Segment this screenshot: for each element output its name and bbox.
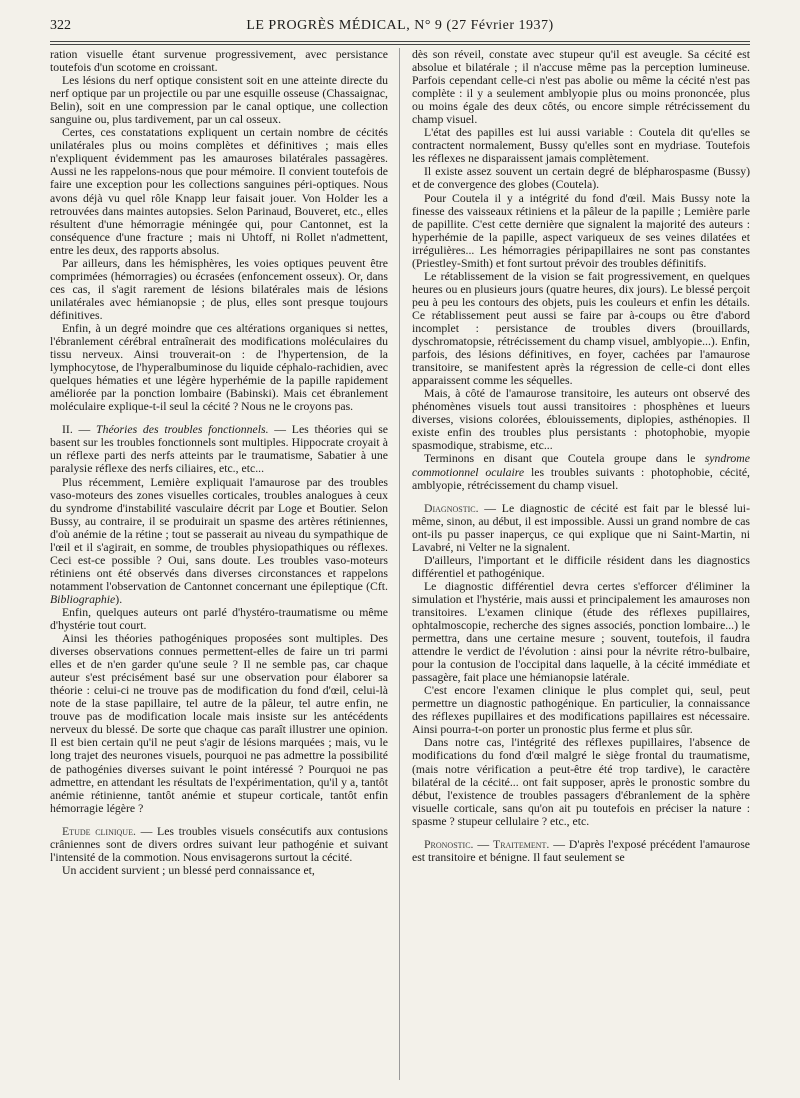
paragraph: ration visuelle étant survenue progressivement, avec persistance toutefois d'un scotome en croissant. bbox=[50, 48, 388, 75]
page-number: 322 bbox=[50, 18, 71, 33]
section-heading: Pronostic. bbox=[424, 837, 474, 851]
header-rule-top bbox=[50, 41, 750, 42]
column-divider bbox=[399, 48, 400, 1080]
paragraph: D'ailleurs, l'important et le difficile résident dans les diagnostics différentiel et pathogénique. bbox=[412, 553, 750, 580]
section-clinical-study: Etude clinique. — Les troubles visuels consécutifs aux contusions crâniennes sont de divers ordres suivant leur pathogénie et suivant l'intensité de la commotion. Nous envisagerons surtout la cécité. bbox=[50, 824, 388, 864]
paragraph: Le rétablissement de la vision se fait progressivement, en quelques heures ou en plusieurs jours (quatre heures, dix jours). Le blessé perçoit peu à peu les contours des objets, puis les couleurs et enfin les détails. Ce rétablissement peut aussi se faire par à-coups ou être d'abord incomplet : persistance de troubles divers (brouillards, dyschromatopsie, rétrécissement du champ visuel, amblyopie...). Enfin, parfois, des lésions définitives, en foyer, cachées par l'amaurose transitoire, se manifestent après la régression de celle-ci dont elles apparaissent comme les séquelles. bbox=[412, 269, 750, 388]
paragraph: Le diagnostic différentiel devra certes s'efforcer d'éliminer la simulation et l'hystérie, mais aussi et principalement les amauroses non transitoires. L'examen clinique (étude des réflexes pupillaires, ophtalmoscopie, recherche des signes associés, ponction lombaire...) le permettra, dans une certaine mesure ; souvent, toutefois, il faudra attendre le verdict de l'évolution : ainsi pour la névrite rétro-bulbaire, pour la contusion de l'occipital dans laquelle, à la cécité immédiate et passagère, fait place une hémianopsie latérale. bbox=[412, 579, 750, 685]
section-heading: Traitement. bbox=[493, 837, 550, 851]
left-column bbox=[50, 48, 388, 877]
paragraph: Pour Coutela il y a intégrité du fond d'œil. Mais Bussy note la finesse des vaisseaux rétiniens et la pâleur de la papille ; Lemière parle de papillite. C'est cette dernière que signalent la majorité des auteurs : hyperhémie de la papille, aspect variqueux de ses veines dilatées et irrégulières... Les hémorragies péripapillaires ne sont pas constantes (Priestley-Smith) et font surtout prévoir des troubles définitifs. bbox=[412, 191, 750, 270]
paragraph: C'est encore l'examen clinique le plus complet qui, seul, peut permettre un diagnostic pathogénique. En particulier, la connaissance des réflexes pupillaires et des modifications papillaires est nécessaire. Ainsi pourra-t-on porter un pronostic plus ferme et plus sûr. bbox=[412, 684, 750, 737]
section-prognosis: Pronostic. — Traitement. — D'après l'exposé précédent l'amaurose est transitoire et bénigne. Il faut seulement se bbox=[412, 837, 751, 864]
paragraph: Enfin, quelques auteurs ont parlé d'hystéro-traumatisme ou même d'hystérie tout court. bbox=[50, 605, 388, 633]
paragraph: Mais, à côté de l'amaurose transitoire, les auteurs ont observé des phénomènes visuels tout aussi transitoires : phosphènes et lueurs diverses, visions colorées, éblouissements, diplopies, asthénopies. Il existe enfin des troubles plus persistants : photophobie, myopie spasmodique, strabisme, etc... bbox=[412, 387, 750, 453]
paragraph: Il existe assez souvent un certain degré de blépharospasme (Bussy) et de convergence des globes (Coutela). bbox=[412, 165, 750, 192]
section-theories: II. — Théories des troubles fonctionnels. — Les théories qui se basent sur les troubles fonctionnels sont multiples. Hippocrate croyait à un réflexe parti des nerfs atteints par le traumatisme, Sabatier à une paralysie réflexe des nerfs ciliaires, etc., etc... bbox=[50, 423, 389, 476]
paragraph: L'état des papilles est lui aussi variable : Coutela dit qu'elles se contractent normalement, Bussy qu'elles sont en mydriase. Toutefois les réflexes ne disparaissent jamais complètement. bbox=[412, 126, 750, 166]
section-diagnosis: Diagnostic. — Le diagnostic de cécité est fait par le blessé lui-même, sinon, au début, il est impossible. Aussi un grand nombre de cas ont-ils pu passer inaperçus, ce qui explique que ni Saint-Martin, ni Lavabré, ni Velter ne la signalent. bbox=[412, 501, 750, 554]
paragraph: Enfin, à un degré moindre que ces altérations organiques si nettes, l'ébranlement cérébral entraînerait des modifications moléculaires du tissu nerveux. Ainsi trouverait-on : de l'hypertension, de la lymphocytose, de l'hyperalbuminose du liquide céphalo-rachidien, avec quelques hématies et une légère hyperhémie de la papille rapidement améliorée par la ponction lombaire (Babinski). Mais cet ébranlement moléculaire explique-t-il seul la cécité ? Nous ne le croyons pas. bbox=[50, 321, 388, 414]
paragraph: Ainsi les théories pathogéniques proposées sont multiples. Des diverses observations connues permettent-elles de faire un tri parmi elles et de n'en garder qu'une seule ? Il ne semble pas, car chaque auteur s'est précisément basé sur une observation pour élaborer sa théorie : celui-ci ne trouve pas de modification du fond d'œil, celui-là note de la stase papillaire, tel autre de la pâleur, tel autre enfin, ne trouve pas de modification locale mais insiste sur les antécédents nerveux du blessé. De sorte que chaque cas paraît illustrer une opinion. Il est bien certain qu'il ne peut s'agir de lésions marquées ; mais, vu le long trajet des neurones visuels, pourquoi ne pas admettre la possibilité de pathogénies diverses suivant le point intéressé ? Pourquoi ne pas admettre, en attendant les résultats de l'expérimentation, qu'il y a, tantôt anémie rétinienne, tantôt anémie et stupeur corticale, tantôt enfin hémorragie légère ? bbox=[50, 632, 388, 815]
paragraph: Certes, ces constatations expliquent un certain nombre de cécités unilatérales plus ou moins complètes et définitives ; mais elles n'expliquent évidemment pas les amauroses bilatérales passagères. Aussi ne les rappelons-nous que pour mémoire. Il convient toutefois de faire une exception pour les collections sanguines péri-optiques. Nous avons déjà vu quel rôle Knapp leur faisait jouer. Von Holder les a retrouvées dans maintes autopsies. Selon Parinaud, Bouveret, etc., elles résultent d'une hémorragie méningée qui, pour Cantonnet, est la conséquence d'une fracture ; mais ni Uhtoff, ni Rollet n'admettent, entre les deux, des rapports absolus. bbox=[50, 126, 388, 257]
paragraph: Plus récemment, Lemière expliquait l'amaurose par des troubles vaso-moteurs des zones visuelles corticales, troubles analogues à ceux du syndrome d'instabilité vasculaire décrit par Loge et Boutier. Selon Bussy, au contraire, il se produirait un spasme des artères rétiniennes, d'où anémie de la rétine ; tout se passerait au niveau du sympathique de l'œil et il s'agirait, en somme, de troubles physiopathiques ou réflexes. Ceci est-ce possible ? Oui, sans doute. Les troubles vaso-moteurs rétiniens ont été observés dans diverses circonstances et rappelons notamment l'observation de Cantonnet concernant une épileptique (Cft. Bibliographie). bbox=[50, 475, 388, 606]
paragraph: Terminons en disant que Coutela groupe dans le syndrome commotionnel oculaire les troubles suivants : photophobie, cécité, amblyopie, rétrécissement du champ visuel. bbox=[412, 452, 750, 492]
header-rule-bottom bbox=[50, 44, 750, 45]
section-heading: Etude clinique. bbox=[62, 824, 136, 838]
paragraph: Par ailleurs, dans les hémisphères, les voies optiques peuvent être comprimées (hémorragies) ou écrasées (enfoncement osseux). Or, dans ces cas, il s'agit rarement de lésions bilatérales mais de lésions unilatérales avec hémianopsie ; de plus, elles sont presque toujours définitives. bbox=[50, 256, 388, 322]
paragraph: dès son réveil, constate avec stupeur qu'il est aveugle. Sa cécité est absolue et bilatérale ; il n'accuse même pas la perception lumineuse. Parfois cependant celle-ci n'est pas abolie ou même la cécité n'est pas complète : il y a seulement amblyopie plus ou moins prononcée, plus ou moins égale des deux côtés, ou encore simple rétrécissement du champ visuel. bbox=[412, 48, 750, 127]
page-header bbox=[50, 18, 750, 40]
paragraph: Dans notre cas, l'intégrité des réflexes pupillaires, l'absence de modifications du fond d'œil malgré le siège frontal du traumatisme, (mais notre vérification a peut-être été trop tardive), le caractère bilatéral de la cécité... ont fait supposer, après le pronostic sombre du début, l'existence de troubles passagers d'ébranlement de la sphère visuelle corticale, sans qu'on ait pu toutefois en préciser la nature : spasme ? stupeur cellulaire ? etc., etc. bbox=[412, 736, 750, 828]
section-heading: Diagnostic. bbox=[424, 501, 479, 515]
right-column bbox=[412, 48, 750, 864]
journal-title: LE PROGRÈS MÉDICAL, N° 9 (27 Février 1937) bbox=[246, 18, 554, 33]
paragraph: Un accident survient ; un blessé perd connaissance et, bbox=[62, 863, 315, 877]
section-heading: Théories des troubles fonctionnels. bbox=[96, 423, 269, 437]
paragraph: Les lésions du nerf optique consistent soit en une atteinte directe du nerf optique par un projectile ou par une esquille osseuse (Chassaignac, Belin), soit en une compression par le canal optique, une collection sanguine ou, plus tardivement, par un cal osseux. bbox=[50, 74, 388, 127]
